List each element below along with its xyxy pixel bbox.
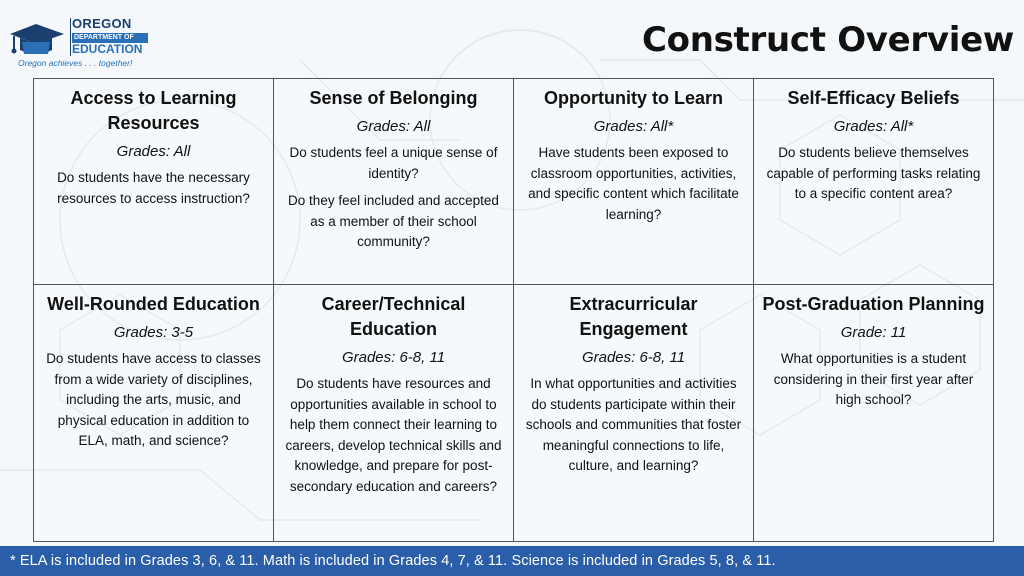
construct-description [762, 143, 985, 205]
construct-title: Self-Efficacy Beliefs [787, 88, 960, 108]
construct-grades: Grades: All* [833, 118, 914, 135]
logo-oregon-text: OREGON [72, 16, 132, 31]
construct-question: Do students have resources and opportunities available in school to help them connect their learning to careers, develop technical skills and knowledge, and prepare for post-secondary education and careers? [285, 376, 502, 494]
construct-title: Post-Graduation Planning [762, 294, 985, 314]
construct-cell [514, 78, 754, 285]
logo-divider [70, 18, 71, 56]
construct-question: Have students been exposed to classroom opportunities, activities, and specific content which facilitate learning? [528, 145, 739, 222]
construct-grades: Grades: All [356, 118, 431, 135]
logo-department-text: DEPARTMENT OF [72, 33, 148, 43]
construct-description [42, 349, 265, 452]
construct-question: Do students have the necessary resources to access instruction? [57, 170, 250, 206]
construct-description [762, 349, 985, 411]
construct-question: Do students have access to classes from a wide variety of disciplines, including the arts, music, and physical education in addition to ELA, math, and science? [46, 351, 261, 448]
logo-education-text: EDUCATION [72, 42, 143, 56]
construct-description [522, 374, 745, 477]
construct-grades: Grades: 6-8, 11 [581, 349, 686, 366]
footnote-bar: * ELA is included in Grades 3, 6, & 11. Math is included in Grades 4, 7, & 11. Science is included in Grades 5, 8, & 11. [0, 546, 1024, 576]
construct-grades: Grades: 3-5 [113, 324, 194, 341]
construct-grades: Grades: 6-8, 11 [341, 349, 446, 366]
construct-grades: Grades: All* [593, 118, 674, 135]
construct-question: Do they feel included and accepted as a member of their school community? [288, 193, 499, 249]
construct-question: In what opportunities and activities do students participate within their schools and communities that foster meaningful connections to life, culture, and learning? [525, 376, 742, 473]
construct-description [282, 374, 505, 497]
construct-cell [754, 285, 994, 542]
page-title: Construct Overview [641, 20, 1014, 60]
construct-grades: Grades: All [116, 143, 191, 160]
construct-cell [514, 285, 754, 542]
construct-grades: Grade: 11 [840, 324, 907, 341]
construct-grid [33, 78, 994, 542]
construct-title: Access to Learning Resources [70, 88, 237, 133]
construct-question: What opportunities is a student considering in their first year after high school? [773, 351, 974, 407]
construct-cell [33, 78, 274, 285]
construct-title: Career/Technical Education [321, 294, 466, 339]
construct-description [42, 168, 265, 209]
construct-cell [754, 78, 994, 285]
construct-cell [274, 285, 514, 542]
construct-title: Sense of Belonging [309, 88, 478, 108]
construct-question: Do students believe themselves capable of performing tasks relating to a specific content area? [766, 145, 981, 201]
construct-description [282, 143, 505, 253]
oregon-education-logo [6, 16, 166, 72]
construct-title: Opportunity to Learn [544, 88, 723, 108]
construct-description [522, 143, 745, 225]
graduation-cap-icon [6, 20, 68, 60]
construct-question: Do students feel a unique sense of identity? [289, 145, 498, 181]
logo-tagline: Oregon achieves . . . together! [18, 58, 133, 68]
construct-cell [33, 285, 274, 542]
construct-title: Well-Rounded Education [47, 294, 260, 314]
construct-title: Extracurricular Engagement [569, 294, 698, 339]
construct-cell [274, 78, 514, 285]
